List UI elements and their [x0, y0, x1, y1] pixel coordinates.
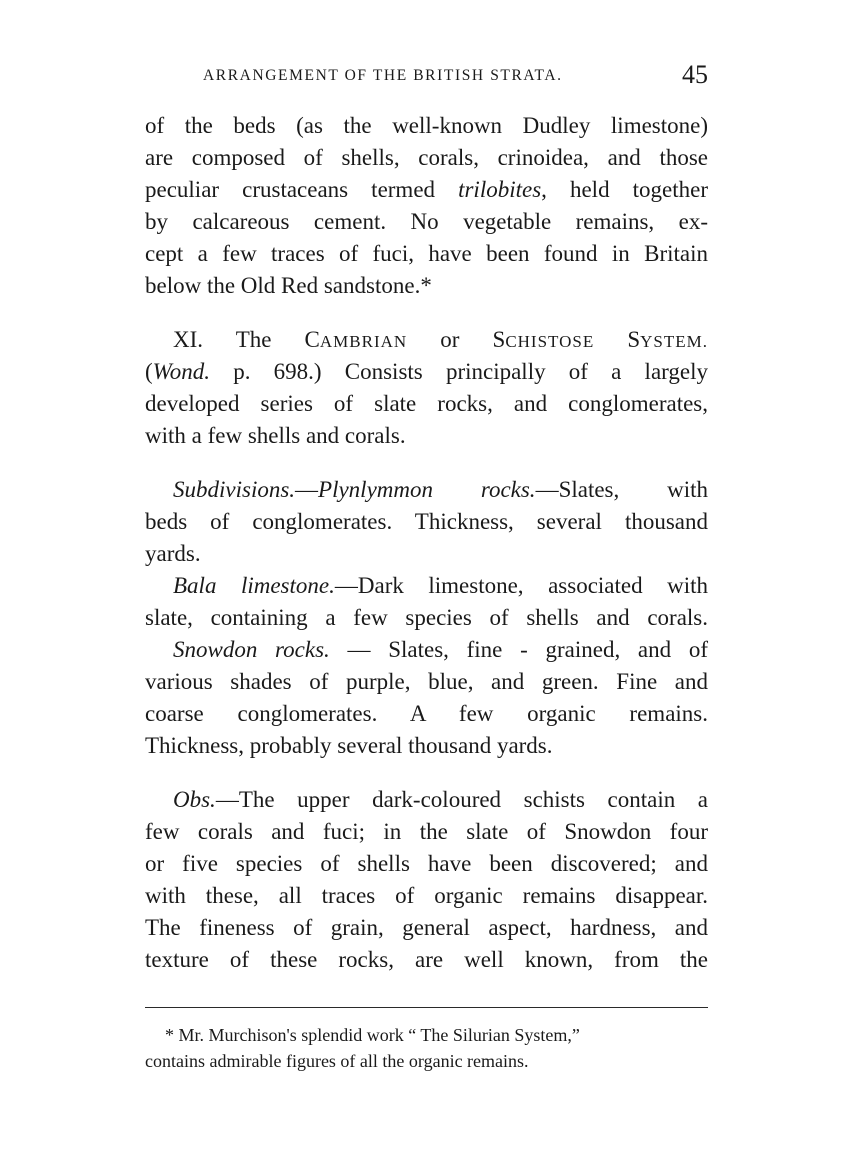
text-line: by calcareous cement. No vegetable remains, ex-: [145, 209, 708, 234]
page-number: 45: [682, 60, 708, 89]
paragraph-gap: [145, 762, 708, 784]
running-head: [0, 60, 708, 94]
footnote-line: * Mr. Murchison's splendid work “ The Silurian System,”: [165, 1025, 580, 1045]
text-line: Subdivisions.—Plynlymmon rocks.—Slates, with: [173, 477, 708, 502]
text-line: Obs.—The upper dark-coloured schists contain a: [173, 787, 708, 812]
text-line: The fineness of grain, general aspect, hardness, and: [145, 915, 708, 940]
italic-label: Obs.: [173, 787, 216, 812]
text-line: beds of conglomerates. Thickness, several thousand: [145, 509, 708, 534]
footnote: [145, 1022, 708, 1074]
italic-ref: Wond.: [152, 359, 210, 384]
text-line: (Wond. p. 698.) Consists principally of a largely: [145, 359, 708, 384]
text-line: with a few shells and corals.: [145, 423, 406, 448]
footnote-rule: [145, 1007, 708, 1008]
italic-term: Plynlymmon rocks.: [318, 477, 536, 502]
text-line: Thickness, probably several thousand yards.: [145, 733, 553, 758]
text-line: peculiar crustaceans termed trilobites, held together: [145, 177, 708, 202]
text-line: yards.: [145, 541, 201, 566]
text-line: cept a few traces of fuci, have been found in Britain: [145, 241, 708, 266]
section-heading: XI. The CAMBRIAN or SCHISTOSE SYSTEM.: [173, 327, 708, 352]
text-line: various shades of purple, blue, and green. Fine and: [145, 669, 708, 694]
main-text: [145, 110, 708, 976]
text-line: below the Old Red sandstone.*: [145, 273, 432, 298]
text-line: of the beds (as the well-known Dudley limestone): [145, 113, 708, 138]
italic-term: Snowdon rocks.: [173, 637, 330, 662]
footnote-line: contains admirable figures of all the organic remains.: [145, 1051, 529, 1071]
text-line: texture of these rocks, are well known, from the: [145, 947, 708, 972]
italic-label: Subdivisions.: [173, 477, 296, 502]
text-line: coarse conglomerates. A few organic remains.: [145, 701, 708, 726]
text-line: Bala limestone.—Dark limestone, associated with: [173, 573, 709, 598]
text-line: or five species of shells have been discovered; and: [145, 851, 708, 876]
paragraph-gap: [145, 452, 708, 474]
text-line: with these, all traces of organic remains disappear.: [145, 883, 708, 908]
text-line: few corals and fuci; in the slate of Snowdon four: [145, 819, 708, 844]
italic-term: trilobites: [458, 177, 542, 202]
paragraph-gap: [145, 302, 708, 324]
italic-term: Bala limestone.: [173, 573, 335, 598]
text-line: Snowdon rocks. — Slates, fine - grained, and of: [173, 637, 708, 662]
text-line: are composed of shells, corals, crinoidea, and those: [145, 145, 708, 170]
text-line: slate, containing a few species of shells and corals.: [145, 605, 708, 630]
text-line: developed series of slate rocks, and conglomerates,: [145, 391, 708, 416]
running-title: ARRANGEMENT OF THE BRITISH STRATA.: [203, 67, 563, 84]
